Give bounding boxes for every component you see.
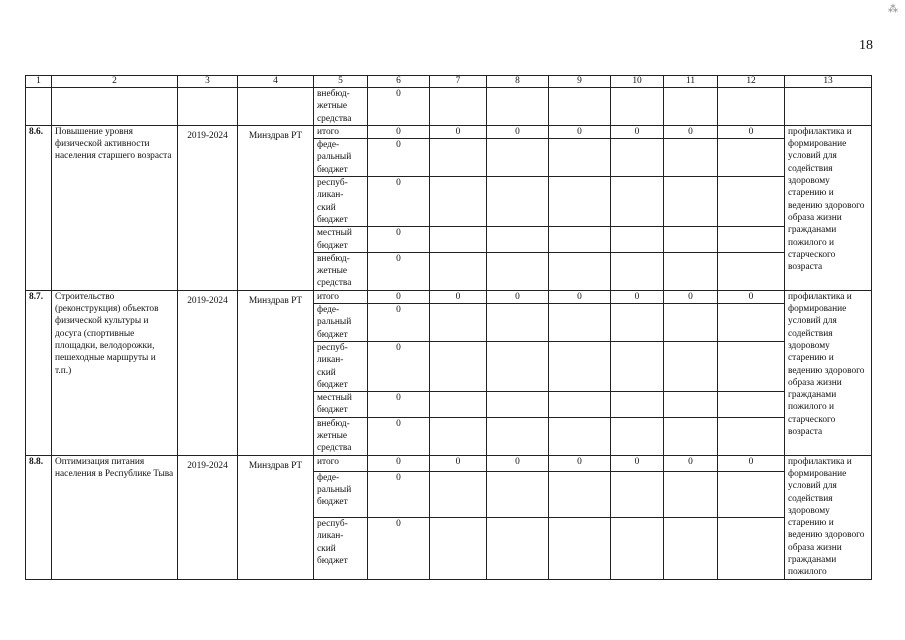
header-cell: 2 [52, 76, 178, 88]
empty-cell [430, 88, 487, 126]
value-cell: 0 [430, 455, 487, 471]
value-cell [611, 252, 664, 290]
value-cell [487, 417, 549, 455]
value-cell: 0 [718, 290, 785, 303]
value-cell [549, 304, 611, 342]
item-number: 8.7. [26, 290, 52, 455]
value-cell: 0 [487, 125, 549, 138]
value-cell [487, 252, 549, 290]
value-cell [611, 518, 664, 579]
value-cell: 0 [368, 518, 430, 579]
empty-cell [238, 88, 314, 126]
value-cell [718, 417, 785, 455]
item-title: Оптимизация питания населения в Республике Тыва [52, 455, 178, 579]
value-cell [611, 304, 664, 342]
item-executor: Минздрав РТ [238, 455, 314, 579]
item-title: Строительство (реконструкция) объектов физической культуры и досуга (спортивные площадки, велодорожки, пешеходные маршруты и т.п.) [52, 290, 178, 455]
value-cell [487, 392, 549, 418]
value-cell: 0 [368, 392, 430, 418]
value-cell [430, 518, 487, 579]
header-cell: 5 [314, 76, 368, 88]
value-cell: 0 [430, 290, 487, 303]
value-cell: 0 [487, 290, 549, 303]
funding-source-cell: местный бюджет [314, 227, 368, 253]
empty-cell [549, 88, 611, 126]
value-cell [718, 518, 785, 579]
funding-source-cell: итого [314, 455, 368, 471]
value-cell [718, 252, 785, 290]
value-cell: 0 [368, 417, 430, 455]
value-cell [664, 341, 718, 391]
value-cell [718, 177, 785, 227]
value-cell [430, 227, 487, 253]
funding-source-cell: респуб- ликан- ский бюджет [314, 341, 368, 391]
value-cell: 0 [368, 290, 430, 303]
empty-cell [52, 88, 178, 126]
value-cell [611, 227, 664, 253]
value-cell [549, 227, 611, 253]
value-cell [549, 139, 611, 177]
value-cell [611, 417, 664, 455]
funding-source-cell: респуб- ликан- ский бюджет [314, 177, 368, 227]
header-cell: 10 [611, 76, 664, 88]
value-cell [611, 471, 664, 517]
value-cell: 0 [368, 177, 430, 227]
value-cell: 0 [611, 125, 664, 138]
value-cell: 0 [664, 125, 718, 138]
item-result: профилактика и формирование условий для содействия здоровому старению и ведению здорового образа жизни гражданами пожилого [785, 455, 872, 579]
item-result: профилактика и формирование условий для содействия здоровому старению и ведению здорового образа жизни гражданами пожилого и старческого возраста [785, 125, 872, 290]
header-cell: 9 [549, 76, 611, 88]
funding-source-cell: внебюд- жетные средства [314, 252, 368, 290]
header-cell: 8 [487, 76, 549, 88]
value-cell [487, 518, 549, 579]
header-cell: 3 [178, 76, 238, 88]
value-cell: 0 [718, 455, 785, 471]
value-cell [549, 252, 611, 290]
value-cell: 0 [368, 227, 430, 253]
value-cell [430, 392, 487, 418]
value-cell [664, 177, 718, 227]
value-cell [549, 341, 611, 391]
value-cell: 0 [611, 455, 664, 471]
value-cell: 0 [549, 290, 611, 303]
value-cell [549, 177, 611, 227]
value-cell [430, 341, 487, 391]
empty-cell [785, 88, 872, 126]
value-cell [430, 139, 487, 177]
item-period: 2019-2024 [178, 455, 238, 579]
funding-source-cell: респуб- ликан- ский бюджет [314, 518, 368, 579]
funding-source-cell: итого [314, 290, 368, 303]
value-cell: 0 [368, 139, 430, 177]
value-cell [430, 252, 487, 290]
header-cell: 1 [26, 76, 52, 88]
funding-source-cell: феде- ральный бюджет [314, 304, 368, 342]
carry-over-row [26, 88, 872, 126]
data-row [26, 455, 872, 471]
value-cell [718, 392, 785, 418]
value-cell [549, 417, 611, 455]
item-period: 2019-2024 [178, 125, 238, 290]
value-cell [718, 471, 785, 517]
funding-source-cell: внебюд- жетные средства [314, 88, 368, 126]
item-result: профилактика и формирование условий для содействия здоровому старению и ведению здорового образа жизни гражданами пожилого и старческого возраста [785, 290, 872, 455]
item-number: 8.8. [26, 455, 52, 579]
value-cell [487, 227, 549, 253]
value-cell [611, 341, 664, 391]
item-period: 2019-2024 [178, 290, 238, 455]
empty-cell [26, 88, 52, 126]
value-cell [718, 227, 785, 253]
empty-cell [664, 88, 718, 126]
header-cell: 13 [785, 76, 872, 88]
table-body [26, 76, 872, 580]
value-cell: 0 [664, 290, 718, 303]
value-cell [664, 227, 718, 253]
funding-source-cell: феде- ральный бюджет [314, 471, 368, 517]
data-row [26, 290, 872, 303]
item-number: 8.6. [26, 125, 52, 290]
value-cell [430, 304, 487, 342]
item-executor: Минздрав РТ [238, 125, 314, 290]
funding-source-cell: местный бюджет [314, 392, 368, 418]
value-cell [611, 139, 664, 177]
value-cell [718, 304, 785, 342]
program-table [25, 75, 872, 580]
item-title: Повышение уровня физической активности населения старшего возраста [52, 125, 178, 290]
value-cell [430, 177, 487, 227]
value-cell [664, 252, 718, 290]
header-cell: 12 [718, 76, 785, 88]
value-cell [718, 341, 785, 391]
value-cell [487, 341, 549, 391]
data-row [26, 125, 872, 138]
value-cell: 0 [664, 455, 718, 471]
value-cell [549, 518, 611, 579]
value-cell [487, 139, 549, 177]
header-row [26, 76, 872, 88]
value-cell [487, 304, 549, 342]
corner-mark: ⁂ [888, 4, 898, 15]
value-cell [487, 471, 549, 517]
funding-source-cell: итого [314, 125, 368, 138]
page-number: 18 [859, 38, 873, 53]
header-cell: 6 [368, 76, 430, 88]
value-cell: 0 [487, 455, 549, 471]
header-cell: 11 [664, 76, 718, 88]
value-cell: 0 [368, 252, 430, 290]
value-cell [664, 304, 718, 342]
value-cell [549, 471, 611, 517]
value-cell: 0 [611, 290, 664, 303]
value-cell: 0 [430, 125, 487, 138]
value-cell [549, 392, 611, 418]
item-executor: Минздрав РТ [238, 290, 314, 455]
value-cell: 0 [368, 341, 430, 391]
funding-source-cell: феде- ральный бюджет [314, 139, 368, 177]
value-cell: 0 [718, 125, 785, 138]
value-cell: 0 [368, 125, 430, 138]
funding-source-cell: внебюд- жетные средства [314, 417, 368, 455]
value-cell [664, 471, 718, 517]
empty-cell [611, 88, 664, 126]
value-cell [664, 139, 718, 177]
value-cell [487, 177, 549, 227]
value-cell [611, 392, 664, 418]
header-cell: 4 [238, 76, 314, 88]
value-cell: 0 [368, 455, 430, 471]
empty-cell [487, 88, 549, 126]
header-cell: 7 [430, 76, 487, 88]
value-cell: 0 [368, 88, 430, 126]
value-cell [718, 139, 785, 177]
value-cell [664, 392, 718, 418]
empty-cell [718, 88, 785, 126]
value-cell: 0 [549, 125, 611, 138]
value-cell: 0 [368, 471, 430, 517]
value-cell [664, 417, 718, 455]
value-cell: 0 [549, 455, 611, 471]
value-cell [664, 518, 718, 579]
value-cell: 0 [368, 304, 430, 342]
empty-cell [178, 88, 238, 126]
value-cell [430, 471, 487, 517]
value-cell [611, 177, 664, 227]
value-cell [430, 417, 487, 455]
